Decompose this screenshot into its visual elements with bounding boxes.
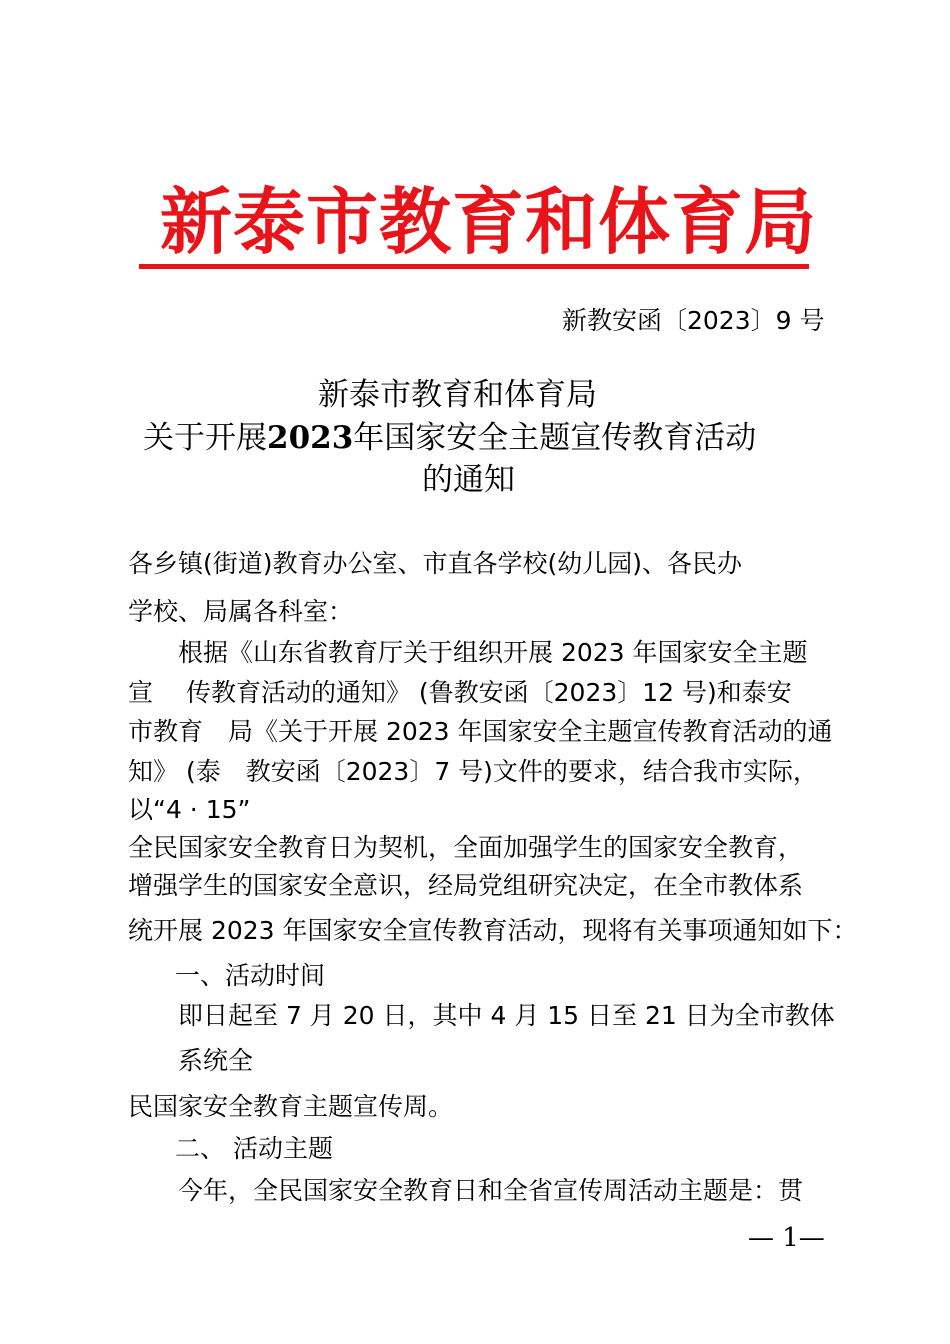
section-heading: 一、活动时间 — [175, 961, 326, 990]
title-suffix: 年国家安全主题宣传教育活动 — [353, 420, 757, 456]
body-line: 系统全 — [178, 1046, 254, 1075]
body-line: 全民国家安全教育日为契机，全面加强学生的国家安全教育， — [128, 833, 804, 862]
document-title-line-2 — [143, 417, 756, 459]
masthead-red-rule — [139, 264, 809, 269]
body-line: 根据《山东省教育厅关于组织开展 2023 年国家安全主题 — [178, 638, 808, 667]
organization-masthead: 新泰市教育和体育局 — [160, 180, 818, 264]
page-number: — 1— — [748, 1223, 825, 1253]
body-line: 今年，全民国家安全教育日和全省宣传周活动主题是：贯 — [178, 1176, 804, 1205]
document-title-line-3: 的通知 — [422, 462, 515, 498]
body-line: 知》 (泰 教安函〔2023〕7 号)文件的要求，结合我市实际， — [128, 757, 818, 786]
document-number: 新教安函〔2023〕9 号 — [562, 306, 825, 335]
body-line: 增强学生的国家安全意识，经局党组研究决定，在全市教体系 — [128, 871, 804, 900]
document-title-line-1: 新泰市教育和体育局 — [318, 377, 597, 413]
title-year: 2023 — [267, 420, 354, 456]
title-prefix: 关于开展 — [143, 420, 267, 456]
body-line: 民国家安全教育主题宣传周。 — [128, 1092, 454, 1121]
body-line: 宣 传教育活动的通知》 (鲁教安函〔2023〕12 号)和泰安 — [128, 678, 792, 707]
body-line: 学校、局属各科室： — [128, 597, 354, 626]
section-heading: 二、 活动主题 — [175, 1134, 333, 1163]
body-line: 市教育 局《关于开展 2023 年国家安全主题宣传教育活动的通 — [128, 717, 833, 746]
body-line: 以“4 · 15” — [128, 795, 251, 824]
body-line: 即日起至 7 月 20 日，其中 4 月 15 日至 21 日为全市教体 — [178, 1001, 835, 1030]
body-line: 各乡镇(街道)教育办公室、市直各学校(幼儿园)、各民办 — [128, 549, 743, 578]
body-line: 统开展 2023 年国家安全宣传教育活动，现将有关事项通知如下： — [128, 916, 858, 945]
